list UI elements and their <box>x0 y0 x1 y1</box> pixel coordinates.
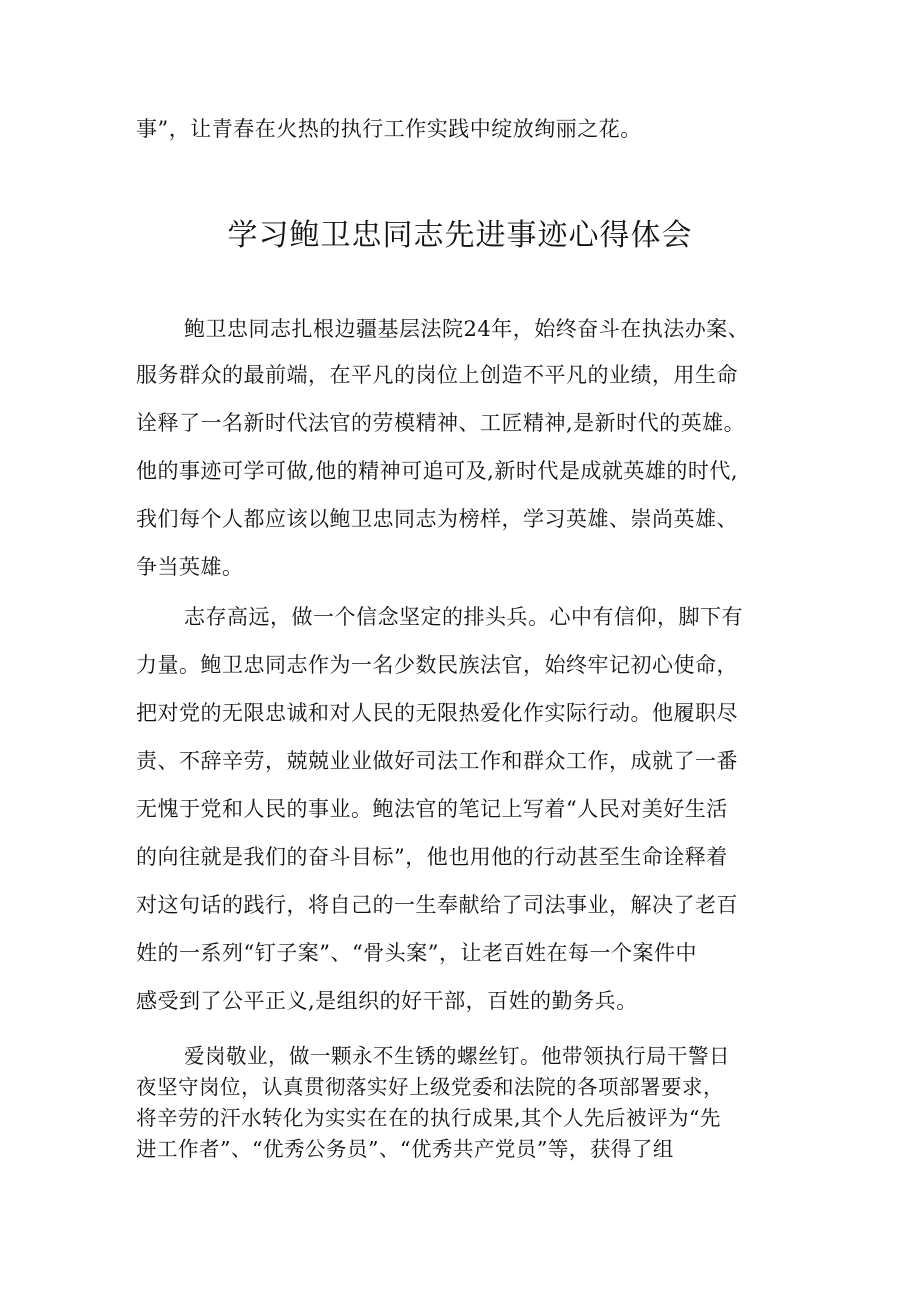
paragraph-line: 无愧于党和人民的事业。鲍法官的笔记上写着“人民对美好生活 <box>136 797 728 821</box>
paragraph-line: 诠释了一名新时代法官的劳模精神、工匠精神,是新时代的英雄。 <box>136 411 746 435</box>
paragraph-line: 进工作者”、“优秀公务员”、“优秀共产党员”等，获得了组 <box>136 1137 674 1161</box>
paragraph-line: 争当英雄。 <box>136 555 244 579</box>
paragraph-line: 责、不辞辛劳，兢兢业业做好司法工作和群众工作，成就了一番 <box>136 749 738 773</box>
paragraph-line: 对这句话的践行，将自己的一生奉献给了司法事业，解决了老百 <box>136 893 738 917</box>
page-title: 学习鲍卫忠同志先进事迹心得体会 <box>227 218 693 253</box>
paragraph-line: 将辛劳的汗水转化为实实在在的执行成果,其个人先后被评为“先 <box>136 1106 721 1130</box>
lead-line: 事”，让青春在火热的执行工作实践中绽放绚丽之花。 <box>136 117 642 141</box>
paragraph-line: 感受到了公平正义,是组织的好干部，百姓的勤务兵。 <box>136 989 638 1013</box>
paragraph-line: 鲍卫忠同志扎根边疆基层法院24年，始终奋斗在执法办案、 <box>184 317 750 341</box>
paragraph-line: 服务群众的最前端，在平凡的岗位上创造不平凡的业绩，用生命 <box>136 363 738 387</box>
paragraph-line: 我们每个人都应该以鲍卫忠同志为榜样，学习英雄、崇尚英雄、 <box>136 507 738 531</box>
paragraph-line: 姓的一系列“钉子案”、“骨头案”，让老百姓在每一个案件中 <box>136 941 697 965</box>
paragraph-line: 他的事迹可学可做,他的精神可追可及,新时代是成就英雄的时代, <box>136 459 739 483</box>
paragraph-line: 力量。鲍卫忠同志作为一名少数民族法官，始终牢记初心使命， <box>136 653 738 677</box>
paragraph-line: 爱岗敬业，做一颗永不生锈的螺丝钉。他带领执行局干警日 <box>184 1044 730 1068</box>
paragraph-line: 夜坚守岗位，认真贯彻落实好上级党委和法院的各项部署要求， <box>136 1075 724 1099</box>
paragraph-line: 的向往就是我们的奋斗目标”，他也用他的行动甚至生命诠释着 <box>136 845 728 869</box>
paragraph-line: 把对党的无限忠诚和对人民的无限热爱化作实际行动。他履职尽 <box>136 701 738 725</box>
paragraph-line: 志存高远，做一个信念坚定的排头兵。心中有信仰，脚下有 <box>184 605 743 629</box>
